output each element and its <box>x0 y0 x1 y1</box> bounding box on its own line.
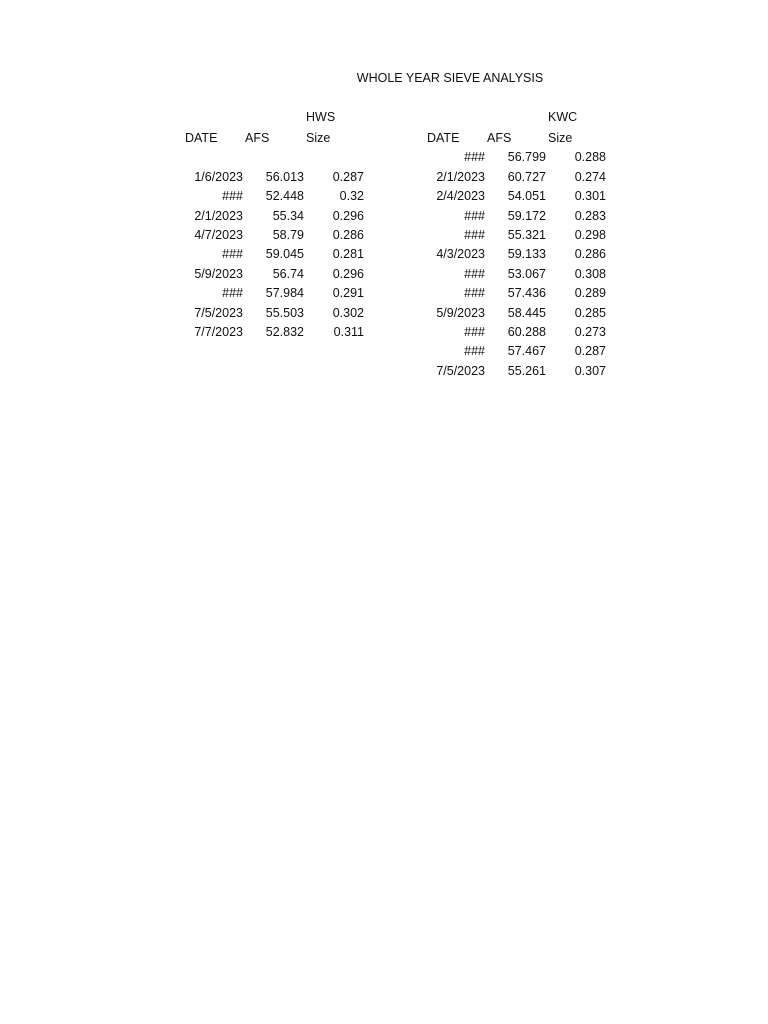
kwc-cell-afs: 60.288 <box>507 324 546 339</box>
kwc-cell-date: ### <box>464 150 485 165</box>
kwc-cell-size: 0.285 <box>574 305 606 320</box>
kwc-cell-afs: 57.467 <box>507 344 546 359</box>
hws-cell-size: 0.291 <box>332 286 364 301</box>
kwc-group-label: KWC <box>548 110 578 124</box>
kwc-cell-date: 5/9/2023 <box>436 305 485 320</box>
hws-cell-date: 1/6/2023 <box>194 169 243 184</box>
kwc-cell-afs: 55.261 <box>507 363 546 378</box>
hws-cell-date: 4/7/2023 <box>194 227 243 242</box>
kwc-cell-afs: 55.321 <box>507 227 546 242</box>
kwc-cell-date: 7/5/2023 <box>436 363 485 378</box>
kwc-cell-date: 4/3/2023 <box>436 247 485 262</box>
kwc-cell-date: 2/4/2023 <box>436 189 485 204</box>
kwc-cell-size: 0.298 <box>574 227 606 242</box>
hws-cell-size: 0.287 <box>332 169 364 184</box>
hws-cell-size: 0.311 <box>333 324 364 339</box>
kwc-cell-afs: 53.067 <box>507 266 546 281</box>
hws-cell-afs: 55.503 <box>265 305 304 320</box>
kwc-cell-size: 0.308 <box>574 266 606 281</box>
kwc-cell-date: ### <box>464 324 485 339</box>
kwc-cell-afs: 57.436 <box>507 286 546 301</box>
kwc-cell-afs: 60.727 <box>507 169 546 184</box>
kwc-cell-size: 0.273 <box>574 324 606 339</box>
hws-cell-afs: 56.74 <box>272 266 304 281</box>
hws-cell-date: ### <box>222 286 243 301</box>
hws-cell-afs: 57.984 <box>265 286 304 301</box>
hws-header-size: Size <box>306 131 331 145</box>
kwc-cell-date: 2/1/2023 <box>436 169 485 184</box>
hws-cell-afs: 52.448 <box>265 189 304 204</box>
hws-cell-afs: 58.79 <box>272 227 304 242</box>
hws-group-label: HWS <box>306 110 336 124</box>
hws-cell-size: 0.302 <box>332 305 364 320</box>
hws-cell-size: 0.296 <box>332 208 364 223</box>
hws-cell-date: 2/1/2023 <box>194 208 243 223</box>
hws-cell-afs: 56.013 <box>265 169 304 184</box>
kwc-header-afs: AFS <box>487 131 512 145</box>
hws-cell-date: 7/5/2023 <box>194 305 243 320</box>
hws-cell-size: 0.286 <box>332 227 364 242</box>
hws-cell-afs: 55.34 <box>272 208 304 223</box>
hws-cell-size: 0.32 <box>339 189 364 204</box>
sheet-title: WHOLE YEAR SIEVE ANALYSIS <box>356 71 544 85</box>
hws-cell-date: ### <box>222 247 243 262</box>
kwc-cell-date: ### <box>464 344 485 359</box>
kwc-cell-afs: 59.133 <box>507 247 546 262</box>
kwc-header-date: DATE <box>427 131 460 145</box>
kwc-header-size: Size <box>548 131 573 145</box>
hws-cell-date: 7/7/2023 <box>194 324 243 339</box>
kwc-cell-afs: 56.799 <box>507 150 546 165</box>
hws-cell-size: 0.281 <box>332 247 364 262</box>
kwc-cell-date: ### <box>464 208 485 223</box>
kwc-cell-afs: 54.051 <box>507 189 546 204</box>
kwc-cell-size: 0.286 <box>574 247 606 262</box>
hws-cell-date: ### <box>222 189 243 204</box>
hws-header-date: DATE <box>185 131 218 145</box>
hws-cell-size: 0.296 <box>332 266 364 281</box>
kwc-cell-size: 0.301 <box>574 189 606 204</box>
kwc-cell-afs: 58.445 <box>507 305 546 320</box>
hws-cell-afs: 59.045 <box>265 247 304 262</box>
kwc-cell-size: 0.289 <box>574 286 606 301</box>
kwc-cell-date: ### <box>464 266 485 281</box>
hws-header-afs: AFS <box>245 131 270 145</box>
kwc-cell-date: ### <box>464 227 485 242</box>
kwc-cell-size: 0.287 <box>574 344 606 359</box>
kwc-cell-date: ### <box>464 286 485 301</box>
kwc-cell-size: 0.283 <box>574 208 606 223</box>
kwc-cell-size: 0.274 <box>574 169 606 184</box>
kwc-cell-size: 0.288 <box>574 150 606 165</box>
kwc-cell-size: 0.307 <box>574 363 606 378</box>
hws-cell-afs: 52.832 <box>265 324 304 339</box>
kwc-cell-afs: 59.172 <box>507 208 546 223</box>
hws-cell-date: 5/9/2023 <box>194 266 243 281</box>
